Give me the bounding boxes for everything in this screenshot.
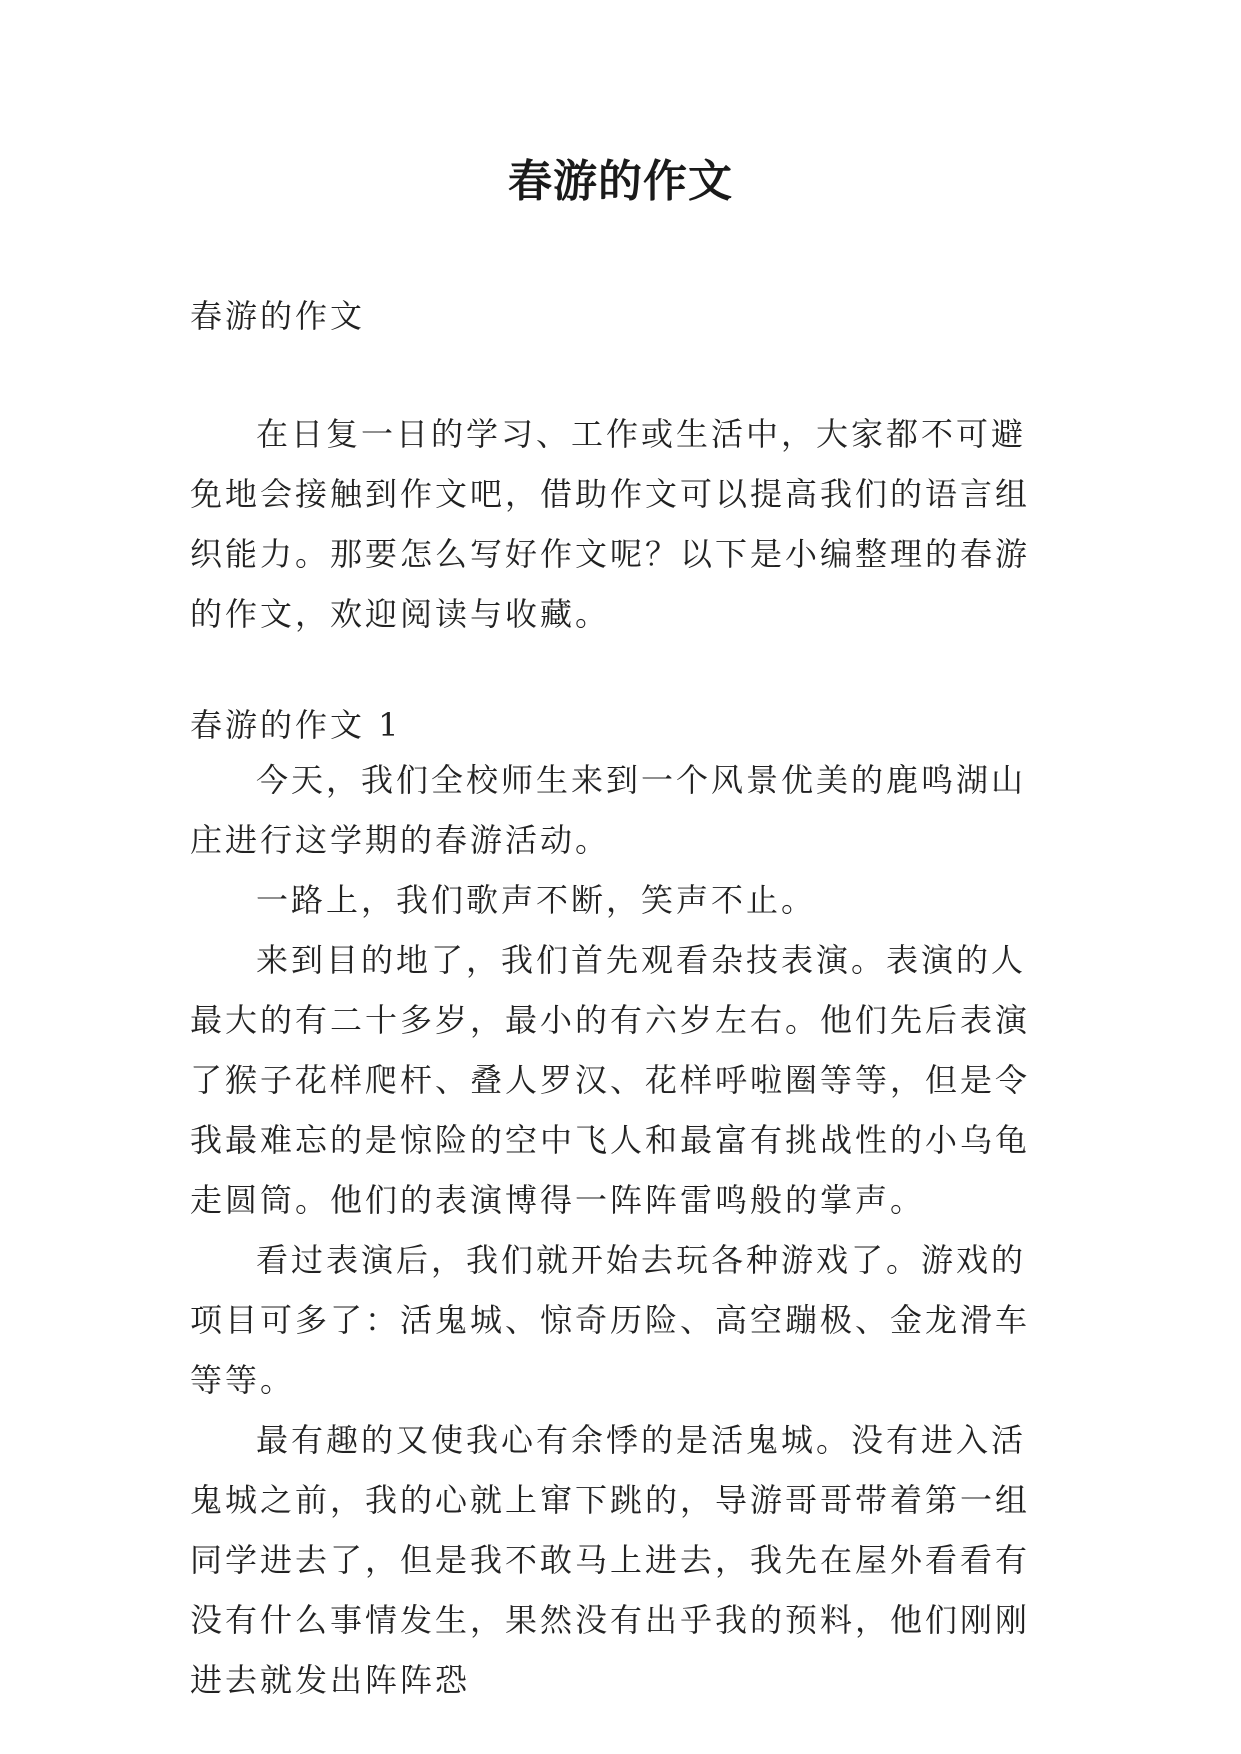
paragraph: 最有趣的又使我心有余悸的是活鬼城。没有进入活鬼城之前，我的心就上窜下跳的，导游哥哥带着第一组同学进去了，但是我不敢马上进去，我先在屋外看看有没有什么事情发生，果然没有出乎我的预料，他们刚刚进去就发出阵阵恐 [190,1421,1031,1699]
section-heading: 春游的作文 1 [190,706,402,744]
paragraph: 今天，我们全校师生来到一个风景优美的鹿鸣湖山庄进行这学期的春游活动。 [190,761,1027,859]
paragraph: 看过表演后，我们就开始去玩各种游戏了。游戏的项目可多了：活鬼城、惊奇历险、高空蹦极、金龙滑车等等。 [190,1241,1031,1399]
intro-paragraph: 在日复一日的学习、工作或生活中，大家都不可避免地会接触到作文吧，借助作文可以提高我们的语言组织能力。那要怎么写好作文呢？以下是小编整理的春游的作文，欢迎阅读与收藏。 [190,415,1031,633]
paragraph: 来到目的地了，我们首先观看杂技表演。表演的人最大的有二十多岁，最小的有六岁左右。他们先后表演了猴子花样爬杆、叠人罗汉、花样呼啦圈等等，但是令我最难忘的是惊险的空中飞人和最富有挑战性的小乌龟走圆筒。他们的表演博得一阵阵雷鸣般的掌声。 [190,941,1031,1219]
document-title: 春游的作文 [508,156,733,207]
essay-section-1 [190,700,1060,1710]
paragraph: 一路上，我们歌声不断，笑声不止。 [256,881,817,919]
document-subtitle: 春游的作文 [190,297,366,335]
